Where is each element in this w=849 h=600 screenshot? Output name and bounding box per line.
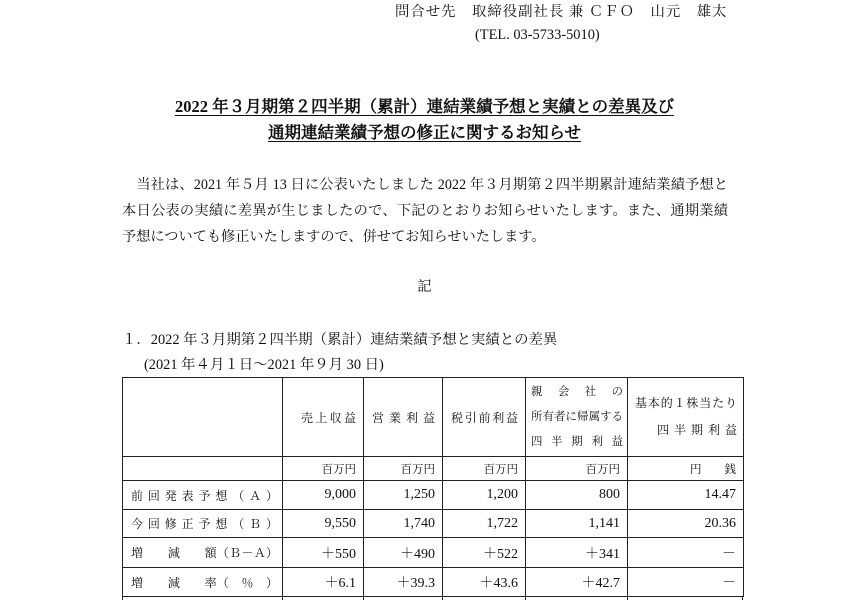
document-title xyxy=(0,94,849,146)
title-line-1-text: 2022 年３月期第２四半期（累計）連結業績予想と実績との差異及び xyxy=(174,97,675,116)
row-label: 増 減 率（ ％ ） xyxy=(131,575,278,590)
row-label: 今回修正予想（Ｂ） xyxy=(131,517,278,531)
header-pretax-profit xyxy=(443,378,526,457)
unit-revenue: 百万円 xyxy=(283,457,364,481)
intro-line-2: 本日公表の実績に差異が生じましたので、下記のとおりお知らせいたします。また、通期業績 xyxy=(122,203,728,219)
table-header-row xyxy=(123,378,744,457)
value-operating-profit: ＋490 xyxy=(364,538,443,568)
title-line-2 xyxy=(0,120,849,146)
header-eps-line-2: 四半期利益 xyxy=(657,423,737,437)
intro-paragraph xyxy=(122,172,728,250)
value-revenue: 9,000 xyxy=(283,481,364,510)
section-heading: １．2022 年３月期第２四半期（累計）連結業績予想と実績との差異 xyxy=(122,332,558,348)
intro-line-3: 予想についても修正いたしますので、併せてお知らせいたします。 xyxy=(122,229,546,245)
row-label-cell xyxy=(123,481,283,510)
value-operating-profit: ＋39.3 xyxy=(364,568,443,597)
units-label-cell xyxy=(123,457,283,481)
corner-cell xyxy=(123,378,283,457)
value-pretax-profit: 1,722 xyxy=(443,510,526,538)
ki-marker: 記 xyxy=(417,279,432,295)
value-owner-profit: ＋341 xyxy=(526,538,628,568)
header-owner-profit-line-3: 四半期利益 xyxy=(531,435,623,448)
value-revenue: ＋6.1 xyxy=(283,568,364,597)
table-row-change-rate xyxy=(123,568,744,597)
value-owner-profit: 1,141 xyxy=(526,510,628,538)
unit-eps: 円 銭 xyxy=(628,457,744,481)
value-operating-profit: 1,740 xyxy=(364,510,443,538)
row-label-cell xyxy=(123,568,283,597)
header-eps xyxy=(628,378,744,457)
value-pretax-profit: ＋43.6 xyxy=(443,568,526,597)
unit-operating-profit: 百万円 xyxy=(364,457,443,481)
header-eps-line-1: 基本的１株当たり xyxy=(635,396,737,410)
section-period: (2021 年４月１日～2021 年９月 30 日) xyxy=(144,357,384,373)
table-row-previous-forecast xyxy=(123,481,744,510)
header-pretax-profit-text: 税引前利益 xyxy=(451,410,518,425)
header-operating-profit xyxy=(364,378,443,457)
header-owner-profit xyxy=(526,378,628,457)
header-operating-profit-text: 営業利益 xyxy=(372,410,435,425)
unit-owner-profit: 百万円 xyxy=(526,457,628,481)
value-eps: 14.47 xyxy=(628,481,744,510)
value-eps: 20.36 xyxy=(628,510,744,538)
value-pretax-profit: 1,200 xyxy=(443,481,526,510)
header-revenue-text: 売上収益 xyxy=(301,410,356,425)
intro-line-1: 当社は、2021 年５月 13 日に公表いたしました 2022 年３月期第２四半期累計連結業績予想と xyxy=(122,177,728,193)
unit-pretax-profit: 百万円 xyxy=(443,457,526,481)
value-operating-profit: 1,250 xyxy=(364,481,443,510)
table-body xyxy=(123,378,744,597)
row-label-cell xyxy=(123,510,283,538)
header-owner-profit-line-1: 親会社の xyxy=(531,385,623,398)
table-row-revised-forecast xyxy=(123,510,744,538)
contact-person: 問合せ先 取締役副社長 兼 ＣＦＯ 山元 雄太 xyxy=(395,4,728,20)
forecast-variance-table xyxy=(122,377,744,597)
value-eps: － xyxy=(628,538,744,568)
contact-phone: (TEL. 03-5733-5010) xyxy=(475,27,600,43)
header-revenue xyxy=(283,378,364,457)
title-line-1 xyxy=(0,94,849,120)
value-owner-profit: 800 xyxy=(526,481,628,510)
value-owner-profit: ＋42.7 xyxy=(526,568,628,597)
value-eps: － xyxy=(628,568,744,597)
value-pretax-profit: ＋522 xyxy=(443,538,526,568)
row-label: 前回発表予想（Ａ） xyxy=(131,488,278,503)
value-revenue: 9,550 xyxy=(283,510,364,538)
row-label-cell xyxy=(123,538,283,568)
table-row-change-amount xyxy=(123,538,744,568)
value-revenue: ＋550 xyxy=(283,538,364,568)
title-line-2-text: 通期連結業績予想の修正に関するお知らせ xyxy=(267,123,581,142)
row-label: 増 減 額（Ｂ－Ａ） xyxy=(131,546,278,560)
header-owner-profit-line-2: 所有者に帰属する xyxy=(531,410,623,423)
table-units-row xyxy=(123,457,744,481)
